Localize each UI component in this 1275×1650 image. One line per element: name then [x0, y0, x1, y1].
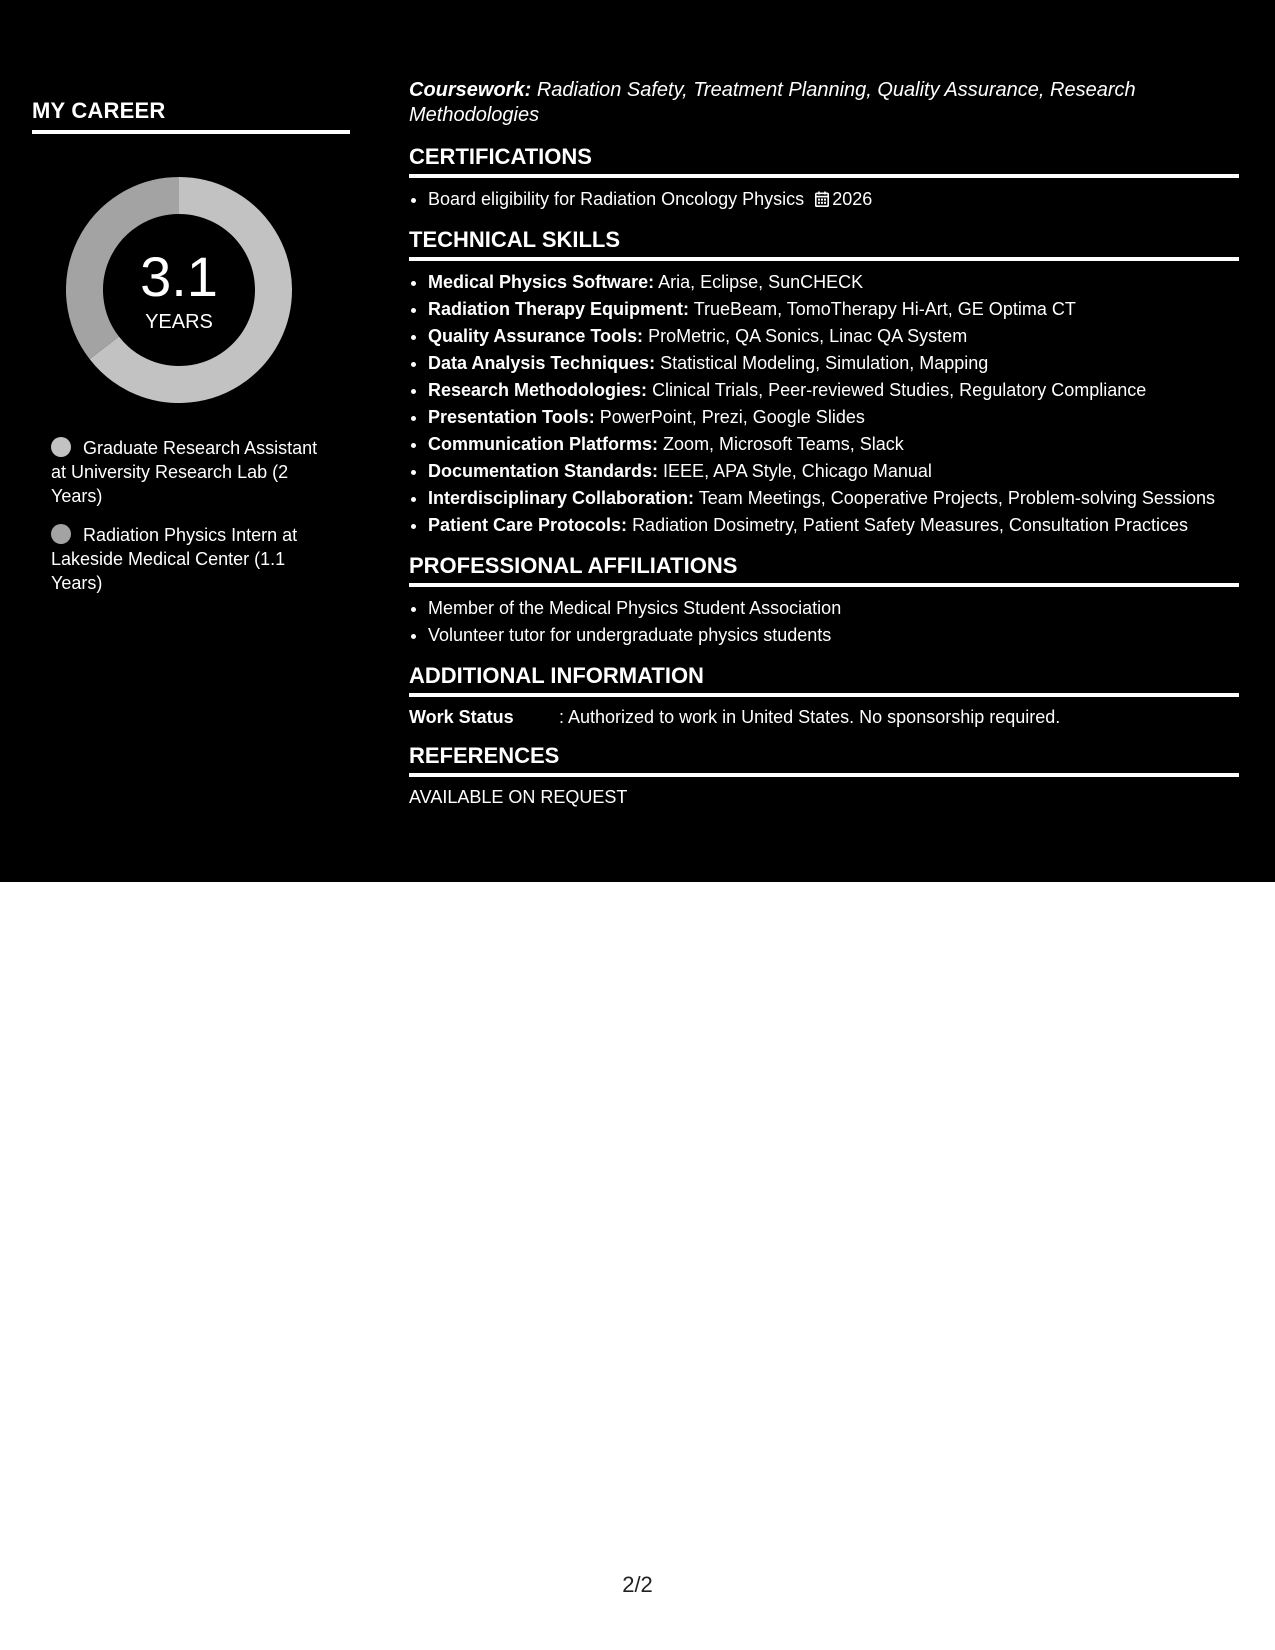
career-dot-icon — [51, 524, 71, 544]
references-title: REFERENCES — [409, 743, 1239, 777]
career-item — [51, 523, 336, 595]
work-status-row — [409, 705, 1239, 729]
career-heading: MY CAREER — [32, 98, 350, 134]
certification-year: 2026 — [832, 189, 873, 209]
skill-label: Presentation Tools: — [428, 407, 595, 427]
coursework-text: Radiation Safety, Treatment Planning, Quality Assurance, Research Methodologies — [409, 79, 1136, 126]
affiliations-list — [409, 595, 1239, 649]
calendar-icon — [815, 191, 829, 207]
additional-info-title: ADDITIONAL INFORMATION — [409, 663, 1239, 697]
work-status-value: : Authorized to work in United States. No sponsorship required. — [559, 707, 1061, 727]
skill-value: PowerPoint, Prezi, Google Slides — [599, 407, 865, 427]
career-item-text: Radiation Physics Intern at Lakeside Medical Center (1.1 Years) — [51, 525, 298, 593]
coursework-label: Coursework: — [409, 79, 532, 101]
technical-skills-list — [409, 269, 1239, 539]
skill-label: Radiation Therapy Equipment: — [428, 299, 690, 319]
career-list — [51, 436, 336, 610]
certification-item — [428, 186, 1239, 213]
certifications-section — [409, 144, 1239, 213]
skill-item — [428, 404, 1239, 431]
skill-label: Communication Platforms: — [428, 434, 659, 454]
additional-info-section — [409, 663, 1239, 729]
skill-item — [428, 323, 1239, 350]
certifications-list — [409, 186, 1239, 213]
skill-value: Radiation Dosimetry, Patient Safety Measures, Consultation Practices — [632, 515, 1188, 535]
experience-donut — [66, 177, 292, 403]
skill-item — [428, 296, 1239, 323]
skill-label: Patient Care Protocols: — [428, 515, 628, 535]
coursework — [409, 78, 1239, 128]
affiliations-section — [409, 553, 1239, 649]
career-item — [51, 436, 336, 508]
skill-value: TrueBeam, TomoTherapy Hi-Art, GE Optima CT — [693, 299, 1076, 319]
affiliations-title: PROFESSIONAL AFFILIATIONS — [409, 553, 1239, 587]
skill-item — [428, 458, 1239, 485]
skill-item — [428, 269, 1239, 296]
technical-skills-title: TECHNICAL SKILLS — [409, 227, 1239, 261]
skill-label: Documentation Standards: — [428, 461, 659, 481]
skill-value: Statistical Modeling, Simulation, Mapping — [660, 353, 989, 373]
skill-value: ProMetric, QA Sonics, Linac QA System — [648, 326, 968, 346]
skill-value: Clinical Trials, Peer-reviewed Studies, Regulatory Compliance — [652, 380, 1147, 400]
main-content — [385, 0, 1275, 882]
career-dot-icon — [51, 437, 71, 457]
references-text: AVAILABLE ON REQUEST — [409, 787, 628, 807]
skill-item — [428, 512, 1239, 539]
career-item-text: Graduate Research Assistant at University Research Lab (2 Years) — [51, 438, 318, 506]
work-status-label: Work Status — [409, 707, 514, 727]
skill-value: Team Meetings, Cooperative Projects, Problem-solving Sessions — [698, 488, 1215, 508]
technical-skills-section — [409, 227, 1239, 539]
skill-item — [428, 377, 1239, 404]
skill-item — [428, 431, 1239, 458]
skill-label: Research Methodologies: — [428, 380, 648, 400]
references-section — [409, 743, 1239, 809]
content-column — [409, 78, 1239, 823]
affiliation-item: • Volunteer tutor for undergraduate physics students — [428, 622, 1239, 649]
skill-value: IEEE, APA Style, Chicago Manual — [663, 461, 932, 481]
skill-label: Data Analysis Techniques: — [428, 353, 656, 373]
skill-value: Zoom, Microsoft Teams, Slack — [663, 434, 904, 454]
skill-item — [428, 485, 1239, 512]
sidebar — [0, 0, 385, 882]
certifications-title: CERTIFICATIONS — [409, 144, 1239, 178]
skill-label: Medical Physics Software: — [428, 272, 655, 292]
experience-years-unit: YEARS — [145, 311, 213, 333]
skill-item — [428, 350, 1239, 377]
skill-label: Quality Assurance Tools: — [428, 326, 644, 346]
certification-text: Board eligibility for Radiation Oncology Physics — [428, 189, 805, 209]
page-number: 2/2 — [622, 1572, 653, 1597]
affiliation-item: • Member of the Medical Physics Student Association — [428, 595, 1239, 622]
donut-center — [66, 177, 292, 403]
skill-value: Aria, Eclipse, SunCHECK — [658, 272, 864, 292]
experience-years-value: 3.1 — [140, 245, 218, 308]
skill-label: Interdisciplinary Collaboration: — [428, 488, 695, 508]
